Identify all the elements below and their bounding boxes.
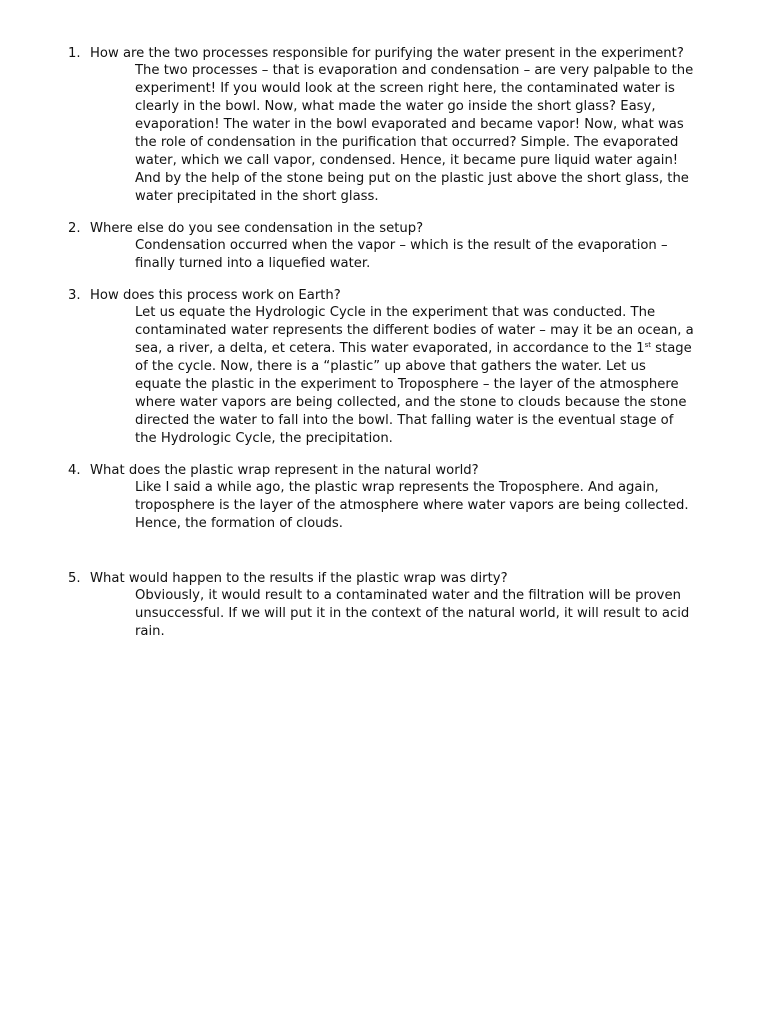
question-number: 3. [68,288,81,303]
answer-line: rain. [135,624,165,639]
answer-5 [135,587,735,641]
question-5 [68,570,508,588]
answer-line: the Hydrologic Cycle, the precipitation. [135,431,393,446]
question-number: 2. [68,221,81,236]
answer-line: troposphere is the layer of the atmosphere where water vapors are being collected. [135,498,689,513]
answer-1 [135,62,735,206]
answer-line: water precipitated in the short glass. [135,189,379,204]
answer-line-with-superscript [135,340,735,358]
answer-line: clearly in the bowl. Now, what made the water go inside the short glass? Easy, [135,99,656,114]
answer-line: Obviously, it would result to a contaminated water and the filtration will be proven [135,588,681,603]
question-2 [68,220,423,238]
answer-line-tail: stage [650,341,692,356]
answer-line: Hence, the formation of clouds. [135,516,343,531]
question-text: How are the two processes responsible for purifying the water present in the experiment? [90,46,684,61]
answer-line: contaminated water represents the different bodies of water – may it be an ocean, a [135,323,694,338]
answer-line: of the cycle. Now, there is a “plastic” up above that gathers the water. Let us [135,359,646,374]
answer-line: unsuccessful. If we will put it in the context of the natural world, it will result to acid [135,606,690,621]
question-number: 5. [68,571,81,586]
question-1 [68,45,684,63]
ordinal-superscript: st [644,341,651,349]
answer-line: Condensation occurred when the vapor – which is the result of the evaporation – [135,238,668,253]
answer-line: Like I said a while ago, the plastic wrap represents the Troposphere. And again, [135,480,659,495]
question-3 [68,287,341,305]
answer-line: finally turned into a liquefied water. [135,256,371,271]
answer-line: equate the plastic in the experiment to Troposphere – the layer of the atmosphere [135,377,679,392]
answer-4 [135,479,735,533]
answer-2 [135,237,735,273]
question-4 [68,462,479,480]
question-text: Where else do you see condensation in the setup? [90,221,424,236]
answer-line-text: sea, a river, a delta, et cetera. This water evaporated, in accordance to the 1 [135,341,645,356]
answer-line: Let us equate the Hydrologic Cycle in the experiment that was conducted. The [135,305,656,320]
answer-line: the role of condensation in the purification that occurred? Simple. The evaporated [135,135,679,150]
question-number: 4. [68,463,81,478]
question-number: 1. [68,46,81,61]
answer-line: And by the help of the stone being put on the plastic just above the short glass, the [135,171,689,186]
answer-line: experiment! If you would look at the screen right here, the contaminated water is [135,81,675,96]
question-text: What would happen to the results if the plastic wrap was dirty? [90,571,508,586]
answer-line: The two processes – that is evaporation and condensation – are very palpable to the [135,63,694,78]
question-text: What does the plastic wrap represent in the natural world? [90,463,479,478]
question-text: How does this process work on Earth? [90,288,341,303]
answer-3 [135,304,735,448]
answer-line: water, which we call vapor, condensed. Hence, it became pure liquid water again! [135,153,679,168]
answer-line: directed the water to fall into the bowl. That falling water is the eventual stage of [135,413,674,428]
answer-line: evaporation! The water in the bowl evaporated and became vapor! Now, what was [135,117,684,132]
answer-line: where water vapors are being collected, and the stone to clouds because the stone [135,395,687,410]
